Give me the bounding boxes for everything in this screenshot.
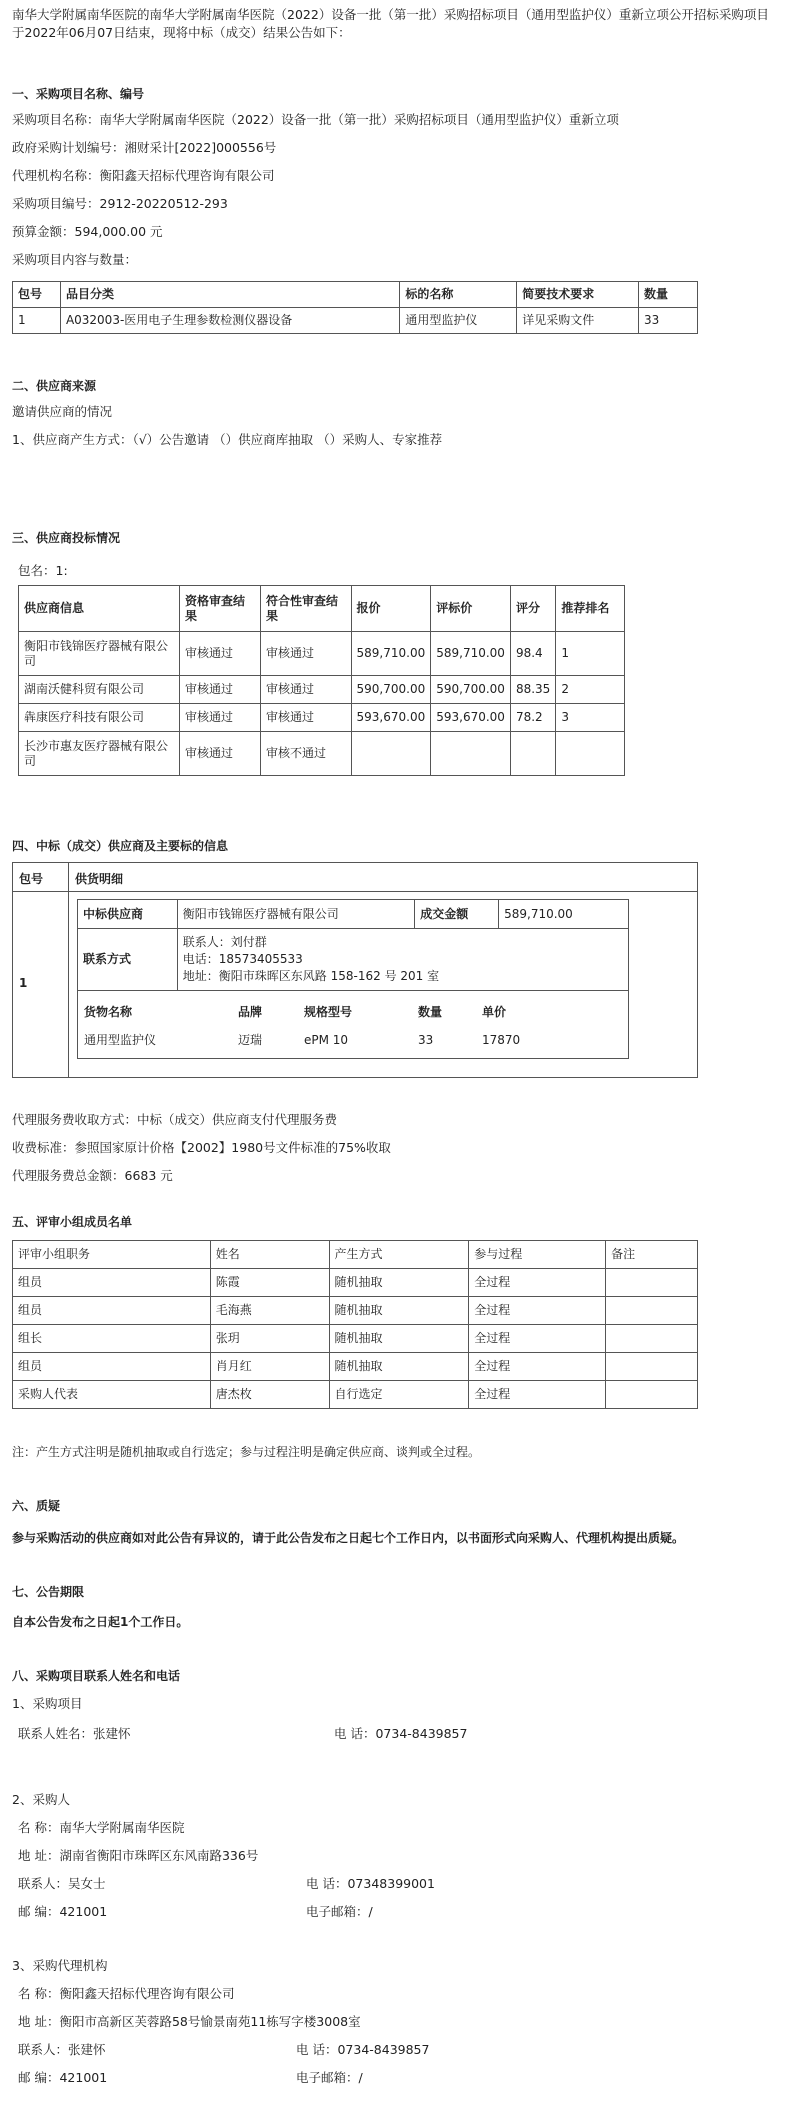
- table-cell: 自行选定: [329, 1381, 469, 1409]
- table-cell: 犇康医疗科技有限公司: [19, 704, 180, 732]
- goods-cell-value: 通用型监护仪: [84, 1032, 157, 1047]
- table-cell: 组员: [13, 1269, 211, 1297]
- table-cell: 审核不通过: [260, 732, 351, 776]
- table-cell: A032003-医用电子生理参数检测仪器设备: [60, 308, 399, 334]
- table-cell: 随机抽取: [329, 1269, 469, 1297]
- table-row: [13, 1325, 698, 1353]
- award-detail-table: [12, 862, 698, 1078]
- table-cell: [510, 732, 555, 776]
- contact-project-title: 1、采购项目: [12, 1696, 83, 1711]
- sec8-heading: 八、采购项目联系人姓名和电话: [12, 1669, 181, 1683]
- table-cell: [351, 732, 431, 776]
- table-cell: 长沙市惠友医疗器械有限公司: [19, 732, 180, 776]
- table-row: [19, 632, 625, 676]
- table-cell: 审核通过: [179, 704, 260, 732]
- table-row: [13, 1297, 698, 1325]
- table-cell: [606, 1269, 698, 1297]
- column-divider: [68, 863, 69, 1077]
- table-header-cell: 资格审查结果: [179, 586, 260, 632]
- table-cell: 采购人代表: [13, 1381, 211, 1409]
- table-cell: 组长: [13, 1325, 211, 1353]
- sec5-heading: 五、评审小组成员名单: [12, 1215, 133, 1229]
- table-cell: 33: [639, 308, 698, 334]
- agency-address: 地 址：衡阳市高新区芙蓉路58号愉景南苑11栋写字楼3008室: [18, 2014, 361, 2029]
- package-name: 包名：1:: [18, 563, 68, 578]
- table-cell: 2: [556, 676, 625, 704]
- table-header-cell: 评标价: [431, 586, 511, 632]
- table-header-cell: 报价: [351, 586, 431, 632]
- col-detail-label: 供货明细: [75, 872, 124, 886]
- fee-standard: 收费标准：参照国家原计价格【2002】1980号文件标准的75%收取: [12, 1140, 391, 1155]
- table-cell: 衡阳市钱锦医疗器械有限公司: [19, 632, 180, 676]
- table-cell: [606, 1297, 698, 1325]
- table-cell: 78.2: [510, 704, 555, 732]
- project-contact-phone: 电 话：0734-8439857: [334, 1726, 468, 1741]
- table-cell: 全过程: [469, 1297, 606, 1325]
- purchaser-address: 地 址：湖南省衡阳市珠晖区东风南路336号: [18, 1848, 259, 1863]
- table-cell: 全过程: [469, 1381, 606, 1409]
- sec4-heading: 四、中标（成交）供应商及主要标的信息: [12, 839, 229, 853]
- project-number: 采购项目编号：2912-20220512-293: [12, 196, 228, 211]
- supplier-detail-table: [77, 899, 629, 1059]
- winner-name: 衡阳市钱锦医疗器械有限公司: [177, 900, 414, 929]
- table-header-cell: 包号: [13, 282, 61, 308]
- table-cell: 组员: [13, 1297, 211, 1325]
- purchaser-postcode: 邮 编：421001: [18, 1904, 108, 1919]
- table-cell: 全过程: [469, 1353, 606, 1381]
- amount-label: 成交金额: [415, 900, 499, 929]
- table-cell: 审核通过: [179, 632, 260, 676]
- contact-label: 联系方式: [78, 929, 178, 991]
- table-cell: [556, 732, 625, 776]
- table-cell: 593,670.00: [431, 704, 511, 732]
- agency-name-contact: 名 称：衡阳鑫天招标代理咨询有限公司: [18, 1986, 235, 2001]
- table-row: [19, 676, 625, 704]
- goods-cell-value: 17870: [482, 1032, 521, 1047]
- table-row: [13, 1269, 698, 1297]
- table-header-cell: 标的名称: [400, 282, 517, 308]
- table-header-cell: 评审小组职务: [13, 1241, 211, 1269]
- table-cell: 1: [556, 632, 625, 676]
- table-cell: [606, 1381, 698, 1409]
- table-cell: 589,710.00: [351, 632, 431, 676]
- purchaser-phone: 电 话：07348399001: [306, 1876, 435, 1891]
- sec2-line1: 邀请供应商的情况: [12, 404, 113, 419]
- intro-text: 南华大学附属南华医院的南华大学附属南华医院（2022）设备一批（第一批）采购招标项目（通用型监护仪）重新立项公开招标采购项目于2022年06月07日结束，现将中标（成交）结果公告如下：: [12, 7, 769, 40]
- table-cell: 590,700.00: [431, 676, 511, 704]
- goods-header: 品牌: [238, 1004, 263, 1019]
- goods-header: 数量: [418, 1004, 443, 1019]
- table-cell: 毛海燕: [210, 1297, 329, 1325]
- winner-label: 中标供应商: [78, 900, 178, 929]
- amount-value: 589,710.00: [499, 900, 629, 929]
- table-cell: 唐杰枚: [210, 1381, 329, 1409]
- table-cell: 全过程: [469, 1325, 606, 1353]
- table-header-row: [13, 282, 698, 308]
- col-package-label: 包号: [19, 872, 44, 886]
- sec2-line2: 1、供应商产生方式：（√）公告邀请 （）供应商库抽取 （）采购人、专家推荐: [12, 432, 443, 447]
- table-cell: 随机抽取: [329, 1325, 469, 1353]
- agency-postcode: 邮 编：421001: [18, 2070, 108, 2085]
- table-header-row: [19, 586, 625, 632]
- table-header-cell: 供应商信息: [19, 586, 180, 632]
- table-cell: 3: [556, 704, 625, 732]
- budget-amount: 预算金额：594,000.00 元: [12, 224, 163, 239]
- agency-name: 代理机构名称：衡阳鑫天招标代理咨询有限公司: [12, 168, 275, 183]
- table-cell: 审核通过: [260, 676, 351, 704]
- contact-address: 地址：衡阳市珠晖区东风路 158-162 号 201 室: [182, 969, 440, 983]
- goods-header: 货物名称: [84, 1004, 133, 1019]
- table-header-cell: 参与过程: [469, 1241, 606, 1269]
- project-items-table: [12, 281, 698, 334]
- table-header-row: [13, 1241, 698, 1269]
- table-cell: 98.4: [510, 632, 555, 676]
- contact-phone: 电话：18573405533: [182, 952, 303, 966]
- content-label: 采购项目内容与数量：: [12, 252, 138, 267]
- goods-cell: [78, 991, 629, 1059]
- project-contact-name: 联系人姓名：张建怀: [18, 1726, 131, 1741]
- bidders-table: [18, 585, 625, 776]
- winner-row: [78, 900, 629, 929]
- goods-row: [78, 991, 629, 1059]
- table-cell: [606, 1353, 698, 1381]
- table-cell: 593,670.00: [351, 704, 431, 732]
- table-cell: 陈霞: [210, 1269, 329, 1297]
- goods-cell-value: 迈瑞: [238, 1032, 263, 1047]
- table-row: [13, 1381, 698, 1409]
- review-panel-table: [12, 1240, 698, 1409]
- review-note: 注：产生方式注明是随机抽取或自行选定；参与过程注明是确定供应商、谈判或全过程。: [12, 1445, 481, 1459]
- goods-header: 单价: [482, 1004, 507, 1019]
- table-cell: 随机抽取: [329, 1297, 469, 1325]
- table-cell: 随机抽取: [329, 1353, 469, 1381]
- purchaser-email: 电子邮箱：/: [306, 1904, 373, 1919]
- sec7-heading: 七、公告期限: [12, 1585, 85, 1599]
- table-cell: 88.35: [510, 676, 555, 704]
- contact-details: [177, 929, 628, 991]
- award-header-row: [13, 863, 697, 892]
- table-cell: [606, 1325, 698, 1353]
- table-row: [19, 732, 625, 776]
- award-package-number: 1: [19, 976, 28, 990]
- purchaser-name: 名 称：南华大学附属南华医院: [18, 1820, 185, 1835]
- fee-method: 代理服务费收取方式：中标（成交）供应商支付代理服务费: [12, 1112, 338, 1127]
- table-cell: 肖月红: [210, 1353, 329, 1381]
- contact-row: [78, 929, 629, 991]
- table-header-cell: 品目分类: [60, 282, 399, 308]
- announcement-period: 自本公告发布之日起1个工作日。: [12, 1615, 189, 1629]
- table-cell: 1: [13, 308, 61, 334]
- table-row: [19, 704, 625, 732]
- table-cell: 湖南沃健科贸有限公司: [19, 676, 180, 704]
- table-header-cell: 姓名: [210, 1241, 329, 1269]
- table-header-cell: 符合性审查结果: [260, 586, 351, 632]
- table-header-cell: 产生方式: [329, 1241, 469, 1269]
- sec6-heading: 六、质疑: [12, 1499, 61, 1513]
- table-cell: 审核通过: [179, 732, 260, 776]
- goods-header: 规格型号: [304, 1004, 353, 1019]
- table-cell: 审核通过: [179, 676, 260, 704]
- goods-cell-value: ePM 10: [304, 1032, 349, 1047]
- sec3-heading: 三、供应商投标情况: [12, 531, 121, 545]
- purchaser-contact: 联系人：吴女士: [18, 1876, 106, 1891]
- table-cell: 589,710.00: [431, 632, 511, 676]
- table-cell: 审核通过: [260, 632, 351, 676]
- table-row: [13, 308, 698, 334]
- table-cell: 审核通过: [260, 704, 351, 732]
- table-header-cell: 备注: [606, 1241, 698, 1269]
- table-header-cell: 简要技术要求: [517, 282, 639, 308]
- contact-person: 联系人：刘付群: [182, 935, 267, 949]
- contact-agency-title: 3、采购代理机构: [12, 1958, 108, 1973]
- sec1-heading: 一、采购项目名称、编号: [12, 87, 145, 101]
- table-header-cell: 数量: [639, 282, 698, 308]
- table-cell: 张玥: [210, 1325, 329, 1353]
- table-cell: 详见采购文件: [517, 308, 639, 334]
- fee-total: 代理服务费总金额：6683 元: [12, 1168, 173, 1183]
- agency-contact: 联系人：张建怀: [18, 2042, 106, 2057]
- agency-email: 电子邮箱：/: [296, 2070, 363, 2085]
- table-row: [13, 1353, 698, 1381]
- table-cell: [431, 732, 511, 776]
- sec2-heading: 二、供应商来源: [12, 379, 97, 393]
- table-cell: 组员: [13, 1353, 211, 1381]
- table-header-cell: 推荐排名: [556, 586, 625, 632]
- project-name: 采购项目名称：南华大学附属南华医院（2022）设备一批（第一批）采购招标项目（通用型监护仪）重新立项: [12, 112, 619, 127]
- contact-purchaser-title: 2、采购人: [12, 1792, 70, 1807]
- agency-phone: 电 话：0734-8439857: [296, 2042, 430, 2057]
- goods-cell-value: 33: [418, 1032, 434, 1047]
- objection-text: 参与采购活动的供应商如对此公告有异议的，请于此公告发布之日起七个工作日内，以书面形式向采购人、代理机构提出质疑。: [12, 1531, 685, 1545]
- plan-number: 政府采购计划编号：湘财采计[2022]000556号: [12, 140, 277, 155]
- table-cell: 通用型监护仪: [400, 308, 517, 334]
- table-cell: 590,700.00: [351, 676, 431, 704]
- table-header-cell: 评分: [510, 586, 555, 632]
- table-cell: 全过程: [469, 1269, 606, 1297]
